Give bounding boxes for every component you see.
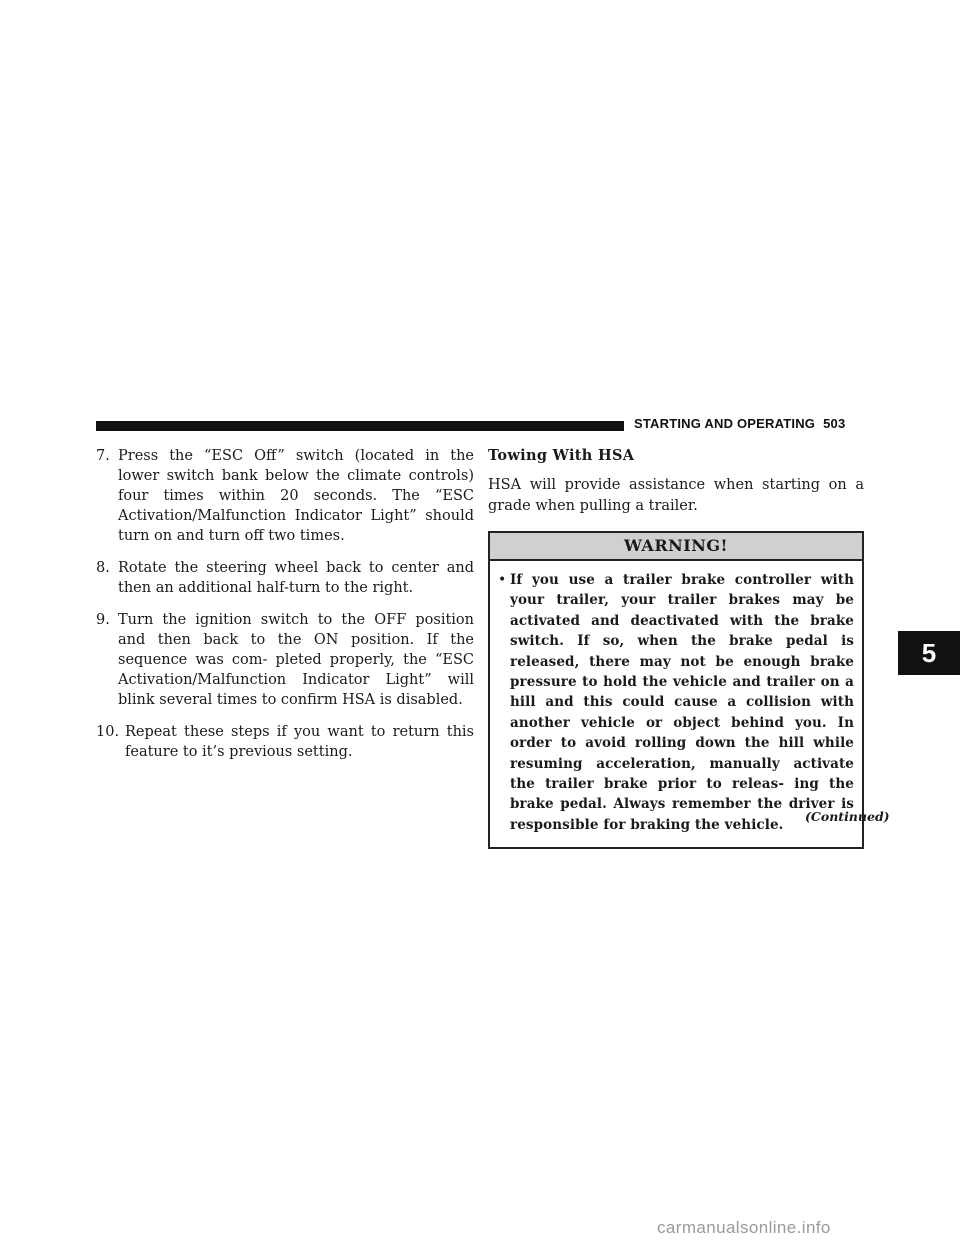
warning-body	[490, 561, 862, 847]
step-text: Press the “ESC Off” switch (located in the lower switch bank below the climate controls) four times within 20 seconds. The “ESC Activation/Malfunction Indicator Light” should turn on and turn off two times.	[118, 448, 474, 544]
section-heading: Towing With HSA	[488, 447, 635, 464]
left-column	[96, 446, 474, 774]
step-text: Repeat these steps if you want to return this feature to it’s previous setting.	[125, 724, 474, 760]
step-text: Rotate the steering wheel back to center and then an additional half-turn to the right.	[118, 560, 474, 596]
step-text: Turn the ignition switch to the OFF position and then back to the ON position. If the sequence was com- pleted properly, the “ESC Activation/Malfunction Indicator Light” will blink several times to confirm HSA is disabled.	[118, 612, 474, 708]
towing-paragraph: HSA will provide assistance when starting on a grade when pulling a trailer.	[488, 477, 864, 514]
step-item	[96, 446, 474, 546]
step-item	[96, 722, 474, 762]
step-item	[96, 610, 474, 710]
running-header	[634, 416, 845, 431]
continued-note: (Continued)	[805, 809, 890, 824]
step-number: 10.	[96, 724, 120, 740]
warning-title: WARNING!	[490, 533, 862, 561]
step-number: 9.	[96, 612, 110, 628]
watermark: carmanualsonline.info	[657, 1218, 831, 1237]
section-title: STARTING AND OPERATING	[634, 416, 816, 431]
step-number: 8.	[96, 560, 110, 576]
warning-text: If you use a trailer brake controller with your trailer, your trailer brakes may be activated and deactivated with the brake switch. If so, when the brake pedal is released, there may not be enough brake pressure to hold the vehicle and trailer on a hill and this could cause a collision with another vehicle or object behind you. In order to avoid rolling down the hill while resuming acceleration, manually activate the trailer brake prior to releas- ing the brake pedal. Always remember the driver is responsible for braking the vehicle.	[510, 572, 854, 833]
bullet-icon: •	[498, 572, 507, 588]
warning-box	[488, 531, 864, 849]
page-number: 503	[823, 416, 846, 431]
right-column	[488, 446, 864, 849]
chapter-tab: 5	[898, 631, 960, 675]
step-number: 7.	[96, 448, 110, 464]
header-rule	[96, 421, 624, 431]
step-item	[96, 558, 474, 598]
